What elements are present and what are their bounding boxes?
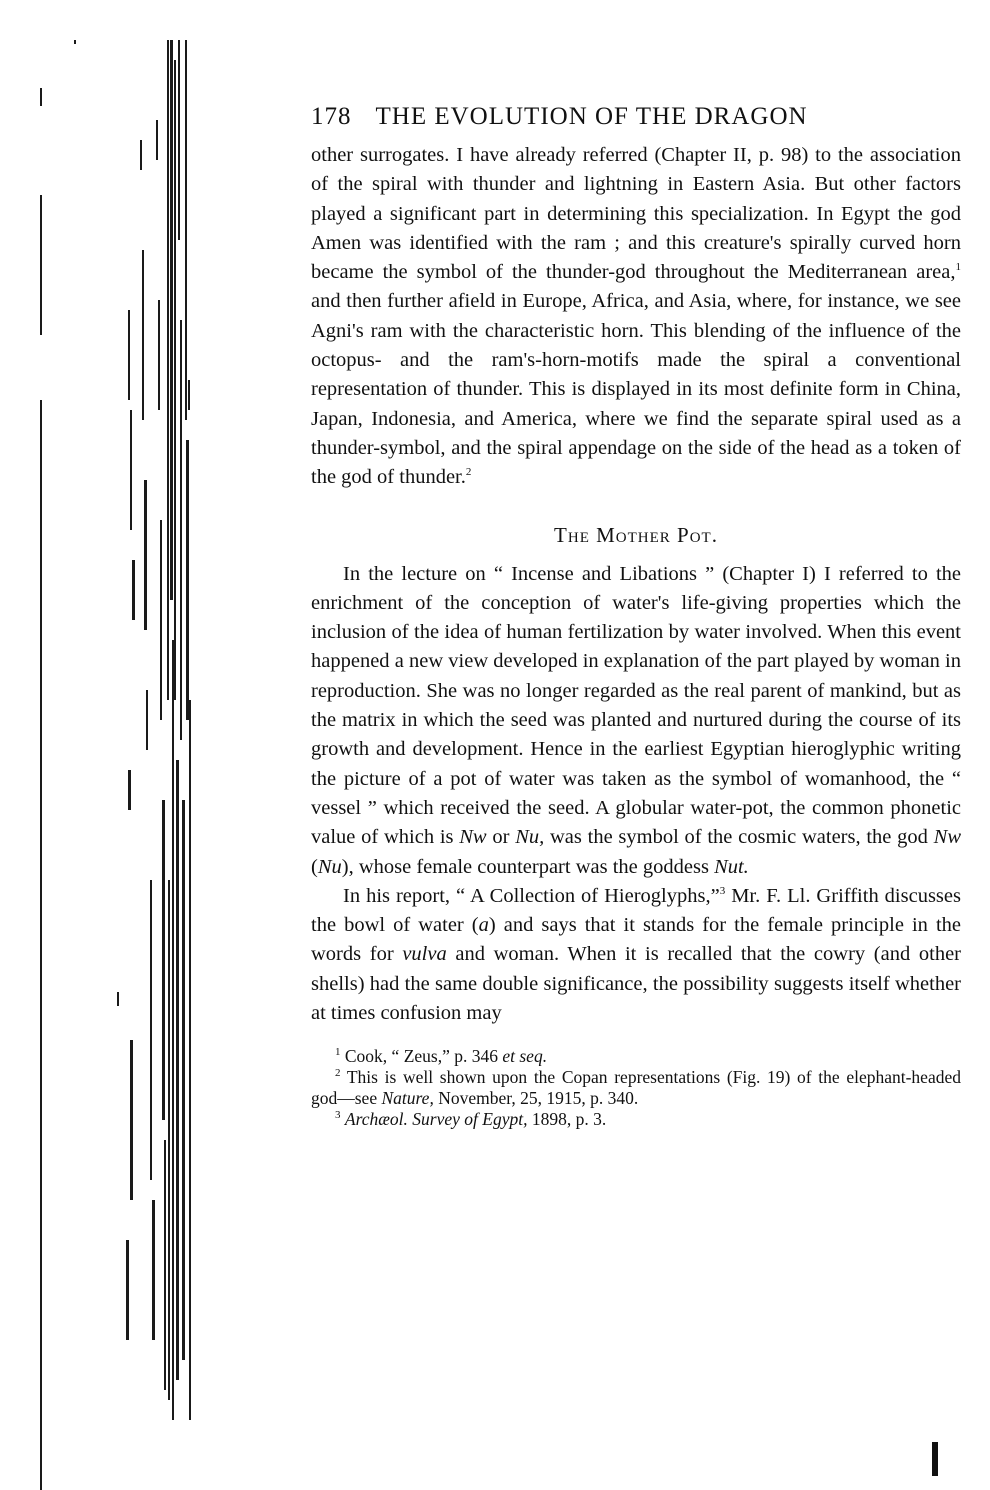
footnote-ref-2: 2 bbox=[465, 466, 472, 479]
footnote-1: $^1$ Cook, “ Zeus,” p. 346 et seq. bbox=[335, 1046, 548, 1067]
scan-mark bbox=[932, 1442, 938, 1476]
footnotes bbox=[311, 1046, 961, 1130]
paragraph-3: In his report, “ A Collection of Hieroglyphs,”$^3$ Mr. F. Ll. Griffith discusses the bowl of water (a) and says that it stands for the female principle in the words for vulva and woman. When it is recalled that the cowry (and other shells) had the same double significance, the possibility suggests itself whether at times confusion may bbox=[311, 884, 961, 1025]
footnote-ref-1: 1 bbox=[955, 261, 961, 274]
running-header bbox=[311, 103, 961, 131]
footnote-ref-3: 3 bbox=[719, 885, 726, 897]
footnote-2: $^2$ This is well shown upon the Copan representations (Fig. 19) of the elephant-headed god—see Nature, November, 25, 1915, p. 340. bbox=[311, 1067, 961, 1109]
book-page bbox=[311, 103, 961, 1130]
section-heading: The Mother Pot. bbox=[554, 522, 718, 547]
running-title: THE EVOLUTION OF THE DRAGON bbox=[375, 103, 808, 130]
footnote-3: $^3$ Archæol. Survey of Egypt, 1898, p. 3. bbox=[335, 1109, 607, 1130]
scan-binding-edge bbox=[0, 0, 210, 1490]
paragraph-2: In the lecture on “ Incense and Libations ” (Chapter I) I referred to the enrichment of the conception of water's life-giving properties which the inclusion of the idea of human fertilization by water involved. When this event happened a new view developed in explanation of the part played by woman in reproduction. She was no longer regarded as the real parent of mankind, but as the matrix in which the seed was planted and nurtured during the course of its growth and development. Hence in the earliest Egyptian hieroglyphic writing the picture of a pot of water was taken as the symbol of womanhood, the “ vessel ” which received the seed. A globular water-pot, the common phonetic value of which is Nw or Nu, was the symbol of the cosmic waters, the god Nw (Nu), whose female counterpart was the goddess Nut. bbox=[311, 562, 962, 878]
page-number: 178 bbox=[311, 103, 352, 130]
paragraph-1: other surrogates. I have already referred (Chapter II, p. 98) to the association of the spiral with thunder and lightning in Eastern Asia. But other factors played a significant part in determining this specialization. In Egypt the god Amen was identified with the ram ; and this creature's spirally curved horn became the symbol of the thunder-god throughout the Mediterranean area,$^1$ and then further afield in Europe, Africa, and Asia, where, for instance, we see Agni's ram with the characteristic horn. This blending of the influence of the octopus- and the ram's-horn-motifs made the spiral a conventional representation of thunder. This is displayed in its most definite form in China, Japan, Indonesia, and America, where we find the separate spiral used as a thunder-symbol, and the spiral appendage on the side of the head as a token of the god of thunder.$^2$ bbox=[311, 144, 961, 489]
